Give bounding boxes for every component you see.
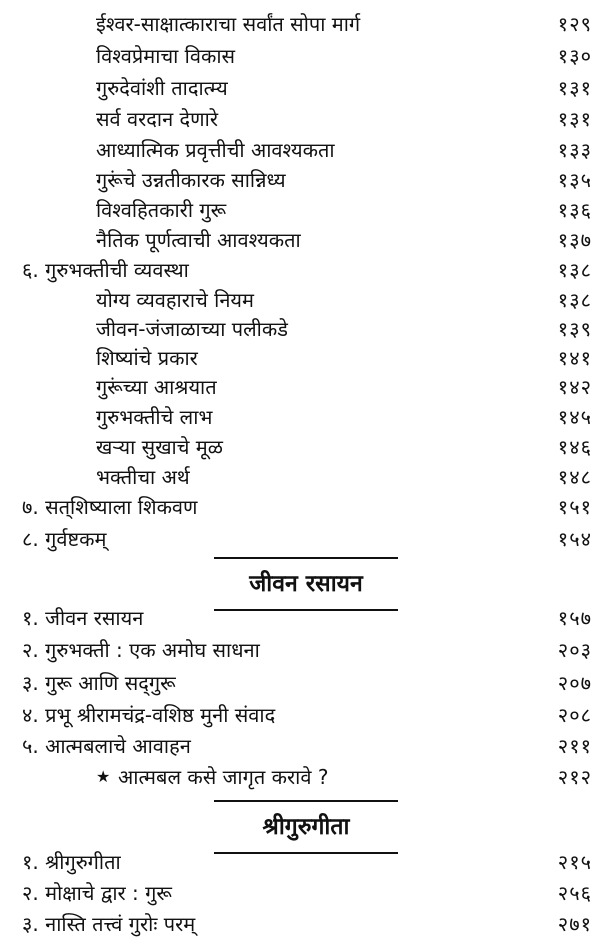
toc-entry-title: आध्यात्मिक प्रवृत्तीची आवश्यकता — [96, 138, 335, 162]
toc-chapter-title: ३. गुरू आणि सद्‌गुरू — [22, 671, 176, 695]
toc-entry — [0, 194, 600, 226]
toc-entry-page: १३७ — [557, 228, 592, 252]
section-heading-text: जीवन रसायन — [249, 571, 363, 597]
toc-entry-page: १३९ — [557, 317, 592, 341]
toc-entry-page: १३५ — [557, 168, 592, 192]
toc-chapter-page: १५४ — [557, 527, 592, 551]
toc-chapter-page: २११ — [557, 734, 592, 758]
toc-entry-page: १३१ — [557, 107, 592, 131]
toc-entry-page: १३१ — [557, 76, 592, 100]
toc-entry-title: भक्तीचा अर्थ — [96, 465, 190, 489]
toc-entry — [0, 342, 600, 374]
toc-entry-title: जीवन-जंजाळाच्या पलीकडे — [96, 317, 288, 341]
toc-entry-page: २१२ — [557, 765, 592, 789]
toc-chapter-title: ७. सत्‌शिष्याला शिकवण — [22, 495, 198, 519]
toc-chapter-page: २०८ — [557, 703, 592, 727]
toc-chapter-page: २५६ — [557, 881, 592, 905]
toc-chapter — [0, 602, 600, 634]
toc-entry-title: विश्वहितकारी गुरू — [96, 198, 227, 222]
toc-entry — [0, 134, 600, 166]
toc-entry — [0, 431, 600, 463]
toc-chapter — [0, 730, 600, 762]
toc-entry-title: गुरुभक्तीचे लाभ — [96, 405, 213, 429]
toc-entry-title: खऱ्या सुखाचे मूळ — [96, 435, 223, 459]
toc-entry-page: १३० — [557, 44, 592, 68]
star-icon: ★ — [96, 767, 111, 786]
toc-entry-starred — [0, 761, 600, 793]
toc-entry — [0, 401, 600, 433]
toc-chapter — [0, 877, 600, 909]
toc-chapter-title: ३. नास्ति तत्त्वं गुरोः परम् — [22, 912, 196, 936]
toc-chapter — [0, 667, 600, 699]
section-heading-text: श्रीगुरुगीता — [262, 814, 350, 840]
toc-chapter — [0, 908, 600, 940]
toc-chapter-page: २०७ — [557, 671, 592, 695]
toc-entry-page: १४८ — [557, 465, 592, 489]
toc-entry-title: विश्वप्रेमाचा विकास — [96, 44, 236, 68]
toc-entry-page: १४२ — [557, 375, 592, 399]
toc-entry — [0, 284, 600, 316]
toc-entry — [0, 103, 600, 135]
toc-chapter-title: ५. आत्मबलाचे आवाहन — [22, 734, 191, 758]
toc-chapter-title: १. जीवन रसायन — [22, 606, 144, 630]
toc-chapter — [0, 846, 600, 878]
toc-chapter-page: २७१ — [557, 912, 592, 936]
toc-chapter — [0, 491, 600, 523]
toc-entry — [0, 40, 600, 72]
toc-entry-page: १३६ — [557, 198, 592, 222]
toc-entry-title: नैतिक पूर्णत्वाची आवश्यकता — [96, 228, 301, 252]
toc-entry-page: १४१ — [557, 346, 592, 370]
toc-entry — [0, 164, 600, 196]
toc-chapter — [0, 523, 600, 555]
toc-chapter-title: २. गुरुभक्ती : एक अमोघ साधना — [22, 638, 260, 662]
toc-entry — [0, 313, 600, 345]
toc-entry-title: योग्य व्यवहाराचे नियम — [96, 288, 254, 312]
toc-chapter-title: ६. गुरुभक्तीची व्यवस्था — [22, 258, 189, 282]
toc-chapter — [0, 699, 600, 731]
toc-entry-title: गुरूंचे उन्नतीकारक सान्निध्य — [96, 168, 286, 192]
toc-chapter-page: १५१ — [557, 495, 592, 519]
toc-entry-page: १४५ — [557, 405, 592, 429]
toc-entry-page: १३३ — [557, 138, 592, 162]
toc-chapter-title: ४. प्रभू श्रीरामचंद्र-वशिष्ठ मुनी संवाद — [22, 703, 276, 727]
toc-entry — [0, 72, 600, 104]
toc-entry-title: ईश्वर-साक्षात्काराचा सर्वांत सोपा मार्ग — [96, 12, 361, 36]
toc-chapter-page: १५७ — [557, 606, 592, 630]
toc-entry-page: १३८ — [557, 288, 592, 312]
toc-entry-title: गुरुदेवांशी तादात्म्य — [96, 76, 228, 100]
toc-entry-title: आत्मबल कसे जागृत करावे ? — [118, 765, 329, 789]
toc-chapter-page: २१५ — [557, 850, 592, 874]
toc-chapter-title: १. श्रीगुरुगीता — [22, 850, 121, 874]
toc-chapter-page: १३८ — [557, 258, 592, 282]
toc-entry-page: १२९ — [557, 12, 592, 36]
toc-entry-title: गुरूंच्या आश्रयात — [96, 375, 217, 399]
toc-entry — [0, 8, 600, 40]
toc-chapter-title: ८. गुर्वष्टकम् — [22, 527, 107, 551]
toc-entry — [0, 461, 600, 493]
toc-entry-title: सर्व वरदान देणारे — [96, 107, 218, 131]
toc-entry — [0, 224, 600, 256]
toc-entry — [0, 371, 600, 403]
toc-entry-title: शिष्यांचे प्रकार — [96, 346, 198, 370]
toc-chapter-page: २०३ — [557, 638, 592, 662]
toc-chapter — [0, 634, 600, 666]
toc-chapter — [0, 254, 600, 286]
toc-chapter-title: २. मोक्षाचे द्वार : गुरू — [22, 881, 172, 905]
toc-entry-page: १४६ — [557, 435, 592, 459]
